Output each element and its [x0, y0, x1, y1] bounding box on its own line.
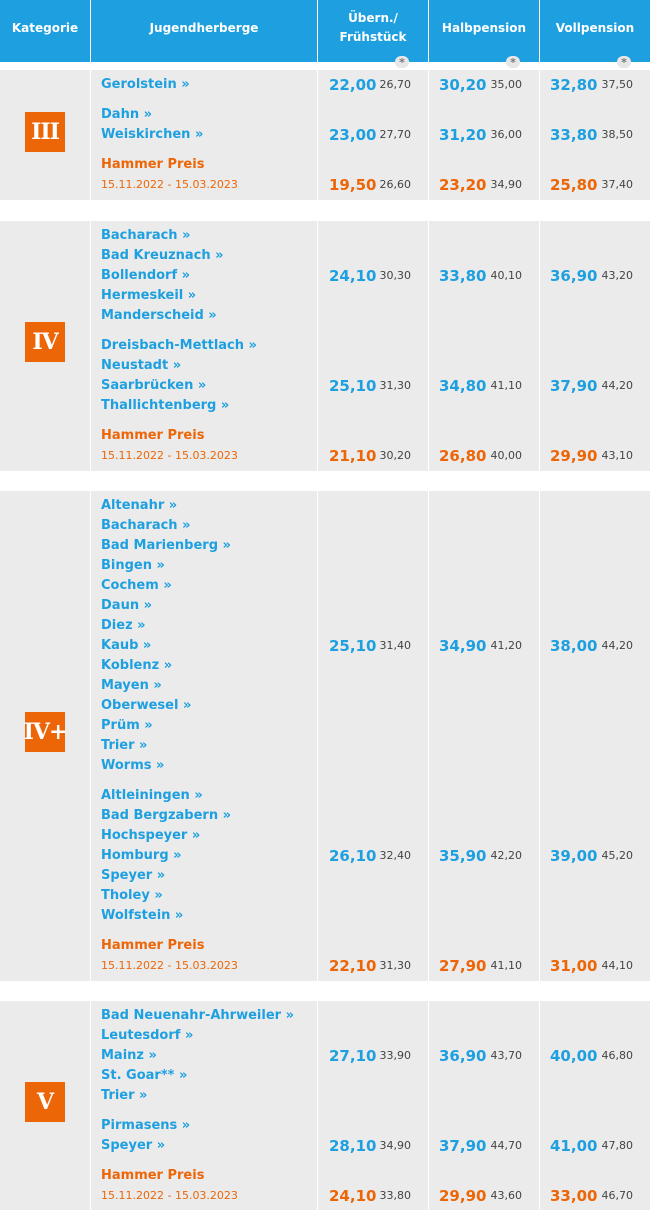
price-vollpension: 31,00: [550, 957, 598, 975]
category-badge: V: [25, 1082, 65, 1122]
price-halbpension: 33,80: [439, 267, 487, 285]
hostel-link[interactable]: Bad Kreuznach »: [101, 248, 224, 263]
hammer-preis-dates: 15.11.2022 - 15.03.2023: [101, 1189, 238, 1202]
price-vollpension-sub: 44,10: [601, 959, 633, 972]
info-star-icon[interactable]: *: [395, 56, 409, 68]
price-halbpension-sub: 41,10: [490, 959, 522, 972]
hostel-link[interactable]: Kaub »: [101, 638, 152, 653]
price-halbpension-sub: 41,10: [490, 379, 522, 392]
category-block: [0, 70, 650, 200]
hostel-link[interactable]: Bad Marienberg »: [101, 538, 231, 553]
price-halbpension-sub: 43,70: [490, 1049, 522, 1062]
hostel-link[interactable]: Wolfstein »: [101, 908, 184, 923]
header-kategorie: Kategorie: [11, 20, 79, 35]
hammer-preis-dates: 15.11.2022 - 15.03.2023: [101, 959, 238, 972]
price-uebernachtung: 25,10: [329, 377, 377, 395]
header-jugendherberge: Jugendherberge: [149, 20, 259, 35]
hostel-link[interactable]: Bacharach »: [101, 228, 191, 243]
category-block: [0, 221, 650, 471]
price-halbpension: 30,20: [439, 76, 487, 94]
column-divider: [317, 0, 318, 1210]
price-uebernachtung: 22,10: [329, 957, 377, 975]
price-halbpension-sub: 36,00: [490, 128, 522, 141]
price-vollpension: 39,00: [550, 847, 598, 865]
price-uebernachtung: 19,50: [329, 176, 377, 194]
price-uebernachtung-sub: 26,70: [379, 78, 411, 91]
price-vollpension-sub: 47,80: [601, 1139, 633, 1152]
hostel-link[interactable]: Pirmasens »: [101, 1118, 191, 1133]
hostel-link[interactable]: Diez »: [101, 618, 146, 633]
hostel-link[interactable]: Manderscheid »: [101, 308, 217, 323]
price-vollpension: 37,90: [550, 377, 598, 395]
hostel-link[interactable]: Koblenz »: [101, 658, 173, 673]
hostel-link[interactable]: Mayen »: [101, 678, 162, 693]
hostel-link[interactable]: Gerolstein »: [101, 77, 190, 92]
price-uebernachtung-sub: 30,30: [379, 269, 411, 282]
hostel-link[interactable]: Thallichtenberg »: [101, 398, 230, 413]
header-halbpension: Halbpension: [441, 20, 527, 35]
price-vollpension-sub: 44,20: [601, 379, 633, 392]
price-halbpension: 23,20: [439, 176, 487, 194]
hostel-link[interactable]: St. Goar** »: [101, 1068, 188, 1083]
hostel-link[interactable]: Tholey »: [101, 888, 163, 903]
price-uebernachtung: 23,00: [329, 126, 377, 144]
price-uebernachtung-sub: 33,90: [379, 1049, 411, 1062]
hostel-link[interactable]: Bacharach »: [101, 518, 191, 533]
price-vollpension-sub: 37,40: [601, 178, 633, 191]
price-vollpension-sub: 43,10: [601, 449, 633, 462]
header-uebernachtung-line2: Frühstück: [339, 30, 407, 44]
price-halbpension: 29,90: [439, 1187, 487, 1205]
price-uebernachtung-sub: 27,70: [379, 128, 411, 141]
hostel-link[interactable]: Hochspeyer »: [101, 828, 201, 843]
hostel-link[interactable]: Leutesdorf »: [101, 1028, 194, 1043]
hostel-link[interactable]: Worms »: [101, 758, 165, 773]
hostel-link[interactable]: Weiskirchen »: [101, 127, 204, 142]
hostel-link[interactable]: Altleiningen »: [101, 788, 203, 803]
price-vollpension: 25,80: [550, 176, 598, 194]
price-uebernachtung-sub: 26,60: [379, 178, 411, 191]
price-uebernachtung: 24,10: [329, 267, 377, 285]
price-uebernachtung-sub: 33,80: [379, 1189, 411, 1202]
hostel-link[interactable]: Hermeskeil »: [101, 288, 197, 303]
price-vollpension-sub: 38,50: [601, 128, 633, 141]
price-vollpension-sub: 46,70: [601, 1189, 633, 1202]
price-halbpension-sub: 44,70: [490, 1139, 522, 1152]
hostel-link[interactable]: Prüm »: [101, 718, 153, 733]
price-vollpension: 29,90: [550, 447, 598, 465]
column-divider: [90, 0, 91, 1210]
price-halbpension-sub: 43,60: [490, 1189, 522, 1202]
hostel-link[interactable]: Trier »: [101, 738, 148, 753]
header-vollpension: Vollpension: [555, 20, 635, 35]
hostel-link[interactable]: Trier »: [101, 1088, 148, 1103]
price-vollpension: 32,80: [550, 76, 598, 94]
price-vollpension: 38,00: [550, 637, 598, 655]
category-badge: III: [25, 112, 65, 152]
header-uebernachtung-line1: Übern./: [348, 11, 398, 25]
price-uebernachtung: 28,10: [329, 1137, 377, 1155]
price-vollpension-sub: 46,80: [601, 1049, 633, 1062]
info-star-icon[interactable]: *: [506, 56, 520, 68]
price-uebernachtung-sub: 34,90: [379, 1139, 411, 1152]
price-halbpension: 34,80: [439, 377, 487, 395]
price-halbpension-sub: 40,00: [490, 449, 522, 462]
hostel-link[interactable]: Neustadt »: [101, 358, 182, 373]
hostel-link[interactable]: Speyer »: [101, 1138, 166, 1153]
hostel-link[interactable]: Oberwesel »: [101, 698, 192, 713]
price-uebernachtung: 25,10: [329, 637, 377, 655]
hammer-preis-label: Hammer Preis: [101, 938, 205, 953]
price-vollpension-sub: 37,50: [601, 78, 633, 91]
price-halbpension: 26,80: [439, 447, 487, 465]
hostel-link[interactable]: Altenahr »: [101, 498, 178, 513]
info-star-icon[interactable]: *: [617, 56, 631, 68]
price-vollpension: 33,00: [550, 1187, 598, 1205]
table-header: [0, 0, 650, 62]
price-halbpension: 31,20: [439, 126, 487, 144]
price-halbpension: 34,90: [439, 637, 487, 655]
price-halbpension-sub: 34,90: [490, 178, 522, 191]
hostel-link[interactable]: Bingen »: [101, 558, 165, 573]
price-halbpension-sub: 42,20: [490, 849, 522, 862]
price-uebernachtung: 21,10: [329, 447, 377, 465]
price-vollpension-sub: 45,20: [601, 849, 633, 862]
price-vollpension: 40,00: [550, 1047, 598, 1065]
price-halbpension: 37,90: [439, 1137, 487, 1155]
hostel-link[interactable]: Mainz »: [101, 1048, 157, 1063]
hammer-preis-label: Hammer Preis: [101, 1168, 205, 1183]
price-uebernachtung-sub: 31,30: [379, 959, 411, 972]
hostel-link[interactable]: Bollendorf »: [101, 268, 191, 283]
hostel-link[interactable]: Cochem »: [101, 578, 172, 593]
price-halbpension-sub: 35,00: [490, 78, 522, 91]
category-badge: IV: [25, 322, 65, 362]
hostel-link[interactable]: Daun »: [101, 598, 152, 613]
price-vollpension-sub: 44,20: [601, 639, 633, 652]
price-uebernachtung: 26,10: [329, 847, 377, 865]
hammer-preis-label: Hammer Preis: [101, 428, 205, 443]
header-uebernachtung: [318, 0, 428, 56]
category-block: [0, 1001, 650, 1210]
hostel-link[interactable]: Bad Neuenahr-Ahrweiler »: [101, 1008, 294, 1023]
column-divider: [428, 0, 429, 1210]
hostel-link[interactable]: Homburg »: [101, 848, 182, 863]
hostel-link[interactable]: Bad Bergzabern »: [101, 808, 232, 823]
hostel-link[interactable]: Dreisbach-Mettlach »: [101, 338, 257, 353]
price-halbpension-sub: 40,10: [490, 269, 522, 282]
price-vollpension: 41,00: [550, 1137, 598, 1155]
category-block: [0, 491, 650, 981]
price-uebernachtung: 22,00: [329, 76, 377, 94]
price-vollpension: 36,90: [550, 267, 598, 285]
price-halbpension: 27,90: [439, 957, 487, 975]
hostel-link[interactable]: Dahn »: [101, 107, 152, 122]
hammer-preis-dates: 15.11.2022 - 15.03.2023: [101, 178, 238, 191]
column-divider: [539, 0, 540, 1210]
hammer-preis-label: Hammer Preis: [101, 157, 205, 172]
price-halbpension-sub: 41,20: [490, 639, 522, 652]
hammer-preis-dates: 15.11.2022 - 15.03.2023: [101, 449, 238, 462]
price-uebernachtung-sub: 31,40: [379, 639, 411, 652]
price-uebernachtung: 27,10: [329, 1047, 377, 1065]
category-badge: IV+: [25, 712, 65, 752]
price-halbpension: 35,90: [439, 847, 487, 865]
price-halbpension: 36,90: [439, 1047, 487, 1065]
hostel-link[interactable]: Speyer »: [101, 868, 166, 883]
price-vollpension: 33,80: [550, 126, 598, 144]
price-vollpension-sub: 43,20: [601, 269, 633, 282]
price-uebernachtung-sub: 31,30: [379, 379, 411, 392]
price-uebernachtung-sub: 32,40: [379, 849, 411, 862]
hostel-link[interactable]: Saarbrücken »: [101, 378, 207, 393]
price-uebernachtung: 24,10: [329, 1187, 377, 1205]
price-uebernachtung-sub: 30,20: [379, 449, 411, 462]
